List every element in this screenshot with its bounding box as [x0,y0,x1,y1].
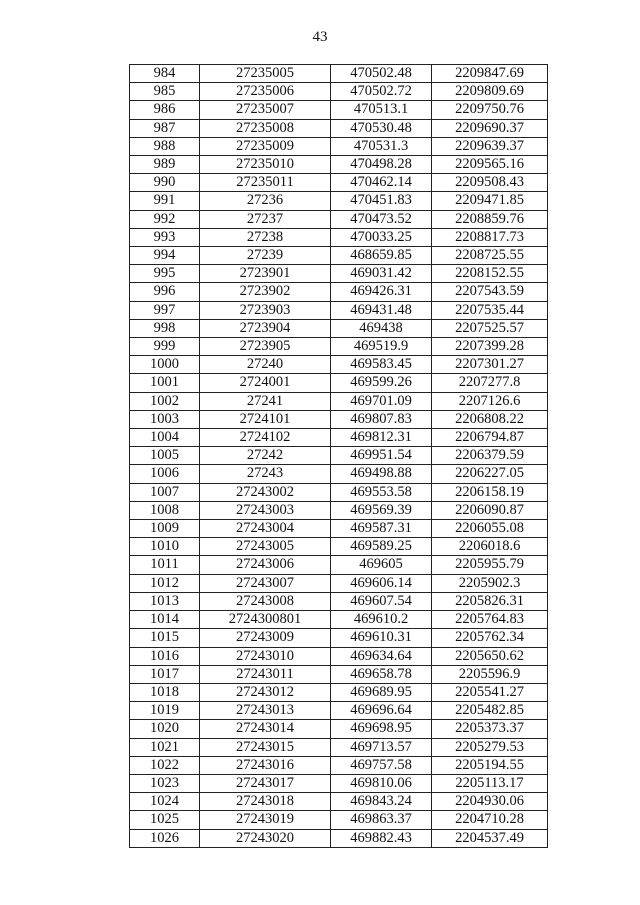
point-number-cell: 1007 [130,483,200,501]
point-number-cell: 1002 [130,392,200,410]
x-coordinate-cell: 469599.26 [331,374,432,392]
x-coordinate-cell: 470513.1 [331,101,432,119]
x-coordinate-cell: 470473.52 [331,210,432,228]
point-id-cell: 27243007 [200,574,331,592]
point-id-cell: 27235005 [200,65,331,83]
table-row [130,101,548,119]
y-coordinate-cell: 2209639.37 [432,137,548,155]
point-number-cell: 999 [130,338,200,356]
point-id-cell: 27243018 [200,793,331,811]
table-row [130,611,548,629]
x-coordinate-cell: 469553.58 [331,483,432,501]
point-id-cell: 2724101 [200,410,331,428]
y-coordinate-cell: 2208152.55 [432,265,548,283]
point-id-cell: 27243 [200,465,331,483]
x-coordinate-cell: 469569.39 [331,501,432,519]
table-row [130,65,548,83]
point-number-cell: 1023 [130,774,200,792]
point-id-cell: 27242 [200,447,331,465]
point-id-cell: 27235008 [200,119,331,137]
point-number-cell: 1000 [130,356,200,374]
point-number-cell: 991 [130,192,200,210]
point-number-cell: 984 [130,65,200,83]
x-coordinate-cell: 469031.42 [331,265,432,283]
point-number-cell: 1020 [130,720,200,738]
x-coordinate-cell: 469882.43 [331,829,432,847]
point-number-cell: 1001 [130,374,200,392]
table-row [130,574,548,592]
table-row [130,738,548,756]
y-coordinate-cell: 2208725.55 [432,247,548,265]
point-id-cell: 27243005 [200,538,331,556]
point-number-cell: 1010 [130,538,200,556]
x-coordinate-cell: 469951.54 [331,447,432,465]
table-row [130,319,548,337]
y-coordinate-cell: 2209847.69 [432,65,548,83]
x-coordinate-cell: 469713.57 [331,738,432,756]
table-row [130,538,548,556]
y-coordinate-cell: 2204710.28 [432,811,548,829]
point-number-cell: 986 [130,101,200,119]
point-id-cell: 27235007 [200,101,331,119]
table-row [130,301,548,319]
x-coordinate-cell: 469863.37 [331,811,432,829]
point-id-cell: 27235009 [200,137,331,155]
y-coordinate-cell: 2205279.53 [432,738,548,756]
point-number-cell: 987 [130,119,200,137]
y-coordinate-cell: 2206090.87 [432,501,548,519]
y-coordinate-cell: 2205826.31 [432,592,548,610]
point-number-cell: 1011 [130,556,200,574]
y-coordinate-cell: 2207126.6 [432,392,548,410]
y-coordinate-cell: 2205541.27 [432,683,548,701]
x-coordinate-cell: 469701.09 [331,392,432,410]
point-id-cell: 27235006 [200,83,331,101]
point-number-cell: 1012 [130,574,200,592]
point-id-cell: 27243004 [200,520,331,538]
x-coordinate-cell: 469438 [331,319,432,337]
point-number-cell: 1026 [130,829,200,847]
y-coordinate-cell: 2206794.87 [432,429,548,447]
point-number-cell: 985 [130,83,200,101]
point-id-cell: 27243003 [200,501,331,519]
x-coordinate-cell: 469607.54 [331,592,432,610]
table-row [130,720,548,738]
y-coordinate-cell: 2205955.79 [432,556,548,574]
table-row [130,410,548,428]
y-coordinate-cell: 2205373.37 [432,720,548,738]
table-row [130,683,548,701]
x-coordinate-cell: 469426.31 [331,283,432,301]
y-coordinate-cell: 2205650.62 [432,647,548,665]
y-coordinate-cell: 2205596.9 [432,665,548,683]
point-id-cell: 27238 [200,228,331,246]
table-row [130,210,548,228]
point-id-cell: 27239 [200,247,331,265]
table-row [130,793,548,811]
point-number-cell: 989 [130,156,200,174]
point-number-cell: 997 [130,301,200,319]
table-row [130,429,548,447]
y-coordinate-cell: 2206018.6 [432,538,548,556]
y-coordinate-cell: 2208859.76 [432,210,548,228]
x-coordinate-cell: 469519.9 [331,338,432,356]
point-number-cell: 1013 [130,592,200,610]
y-coordinate-cell: 2205194.55 [432,756,548,774]
x-coordinate-cell: 470451.83 [331,192,432,210]
point-number-cell: 988 [130,137,200,155]
table-row [130,811,548,829]
x-coordinate-cell: 469610.31 [331,629,432,647]
point-number-cell: 994 [130,247,200,265]
y-coordinate-cell: 2204930.06 [432,793,548,811]
table-row [130,665,548,683]
x-coordinate-cell: 469431.48 [331,301,432,319]
y-coordinate-cell: 2207399.28 [432,338,548,356]
y-coordinate-cell: 2207301.27 [432,356,548,374]
point-id-cell: 27235011 [200,174,331,192]
table-row [130,265,548,283]
table-row [130,137,548,155]
point-number-cell: 1009 [130,520,200,538]
point-number-cell: 1015 [130,629,200,647]
y-coordinate-cell: 2209508.43 [432,174,548,192]
x-coordinate-cell: 469698.95 [331,720,432,738]
x-coordinate-cell: 469610.2 [331,611,432,629]
x-coordinate-cell: 469605 [331,556,432,574]
point-id-cell: 2723901 [200,265,331,283]
coordinates-table-body [130,65,548,848]
point-number-cell: 996 [130,283,200,301]
x-coordinate-cell: 470498.28 [331,156,432,174]
point-id-cell: 27243011 [200,665,331,683]
point-number-cell: 1008 [130,501,200,519]
y-coordinate-cell: 2205762.34 [432,629,548,647]
table-row [130,756,548,774]
y-coordinate-cell: 2207535.44 [432,301,548,319]
y-coordinate-cell: 2205902.3 [432,574,548,592]
x-coordinate-cell: 469689.95 [331,683,432,701]
point-id-cell: 27243012 [200,683,331,701]
table-row [130,483,548,501]
table-row [130,338,548,356]
point-id-cell: 2723903 [200,301,331,319]
x-coordinate-cell: 469658.78 [331,665,432,683]
x-coordinate-cell: 469606.14 [331,574,432,592]
point-id-cell: 27235010 [200,156,331,174]
point-id-cell: 27240 [200,356,331,374]
table-row [130,520,548,538]
table-row [130,392,548,410]
table-row [130,465,548,483]
point-id-cell: 27243008 [200,592,331,610]
x-coordinate-cell: 469812.31 [331,429,432,447]
point-number-cell: 1014 [130,611,200,629]
y-coordinate-cell: 2206379.59 [432,447,548,465]
table-row [130,592,548,610]
y-coordinate-cell: 2206808.22 [432,410,548,428]
table-row [130,374,548,392]
y-coordinate-cell: 2209471.85 [432,192,548,210]
point-number-cell: 1024 [130,793,200,811]
table-row [130,356,548,374]
x-coordinate-cell: 469498.88 [331,465,432,483]
table-row [130,247,548,265]
point-id-cell: 27243017 [200,774,331,792]
point-id-cell: 2724001 [200,374,331,392]
table-row [130,774,548,792]
point-id-cell: 27236 [200,192,331,210]
y-coordinate-cell: 2206227.05 [432,465,548,483]
point-number-cell: 1005 [130,447,200,465]
point-number-cell: 993 [130,228,200,246]
point-number-cell: 998 [130,319,200,337]
point-number-cell: 1018 [130,683,200,701]
x-coordinate-cell: 470502.48 [331,65,432,83]
table-row [130,629,548,647]
table-row [130,228,548,246]
point-id-cell: 27237 [200,210,331,228]
point-number-cell: 1003 [130,410,200,428]
point-number-cell: 1006 [130,465,200,483]
point-id-cell: 27243006 [200,556,331,574]
table-row [130,83,548,101]
x-coordinate-cell: 469807.83 [331,410,432,428]
point-id-cell: 2723904 [200,319,331,337]
x-coordinate-cell: 469696.64 [331,702,432,720]
coordinates-table [129,64,548,848]
point-id-cell: 2723905 [200,338,331,356]
y-coordinate-cell: 2205113.17 [432,774,548,792]
point-number-cell: 1019 [130,702,200,720]
point-id-cell: 2723902 [200,283,331,301]
x-coordinate-cell: 469587.31 [331,520,432,538]
point-id-cell: 27243015 [200,738,331,756]
x-coordinate-cell: 469589.25 [331,538,432,556]
x-coordinate-cell: 469583.45 [331,356,432,374]
point-id-cell: 2724300801 [200,611,331,629]
table-row [130,829,548,847]
point-number-cell: 1021 [130,738,200,756]
point-number-cell: 992 [130,210,200,228]
x-coordinate-cell: 470531.3 [331,137,432,155]
y-coordinate-cell: 2205482.85 [432,702,548,720]
point-id-cell: 27243019 [200,811,331,829]
x-coordinate-cell: 470530.48 [331,119,432,137]
point-number-cell: 1017 [130,665,200,683]
y-coordinate-cell: 2206158.19 [432,483,548,501]
y-coordinate-cell: 2207277.8 [432,374,548,392]
point-id-cell: 27243009 [200,629,331,647]
x-coordinate-cell: 470462.14 [331,174,432,192]
point-id-cell: 27241 [200,392,331,410]
table-row [130,156,548,174]
y-coordinate-cell: 2209690.37 [432,119,548,137]
point-number-cell: 1022 [130,756,200,774]
point-number-cell: 1004 [130,429,200,447]
point-number-cell: 1025 [130,811,200,829]
y-coordinate-cell: 2204537.49 [432,829,548,847]
point-number-cell: 1016 [130,647,200,665]
point-number-cell: 990 [130,174,200,192]
y-coordinate-cell: 2205764.83 [432,611,548,629]
table-row [130,647,548,665]
x-coordinate-cell: 469757.58 [331,756,432,774]
x-coordinate-cell: 470033.25 [331,228,432,246]
table-row [130,283,548,301]
table-row [130,702,548,720]
y-coordinate-cell: 2206055.08 [432,520,548,538]
y-coordinate-cell: 2209565.16 [432,156,548,174]
point-id-cell: 2724102 [200,429,331,447]
point-id-cell: 27243010 [200,647,331,665]
y-coordinate-cell: 2208817.73 [432,228,548,246]
x-coordinate-cell: 469634.64 [331,647,432,665]
point-id-cell: 27243002 [200,483,331,501]
y-coordinate-cell: 2209750.76 [432,101,548,119]
point-id-cell: 27243014 [200,720,331,738]
table-row [130,174,548,192]
table-row [130,192,548,210]
point-id-cell: 27243016 [200,756,331,774]
point-id-cell: 27243013 [200,702,331,720]
y-coordinate-cell: 2207525.57 [432,319,548,337]
y-coordinate-cell: 2209809.69 [432,83,548,101]
point-id-cell: 27243020 [200,829,331,847]
x-coordinate-cell: 469843.24 [331,793,432,811]
y-coordinate-cell: 2207543.59 [432,283,548,301]
table-row [130,447,548,465]
page-number: 43 [312,29,328,45]
table-row [130,556,548,574]
point-number-cell: 995 [130,265,200,283]
x-coordinate-cell: 469810.06 [331,774,432,792]
x-coordinate-cell: 470502.72 [331,83,432,101]
x-coordinate-cell: 468659.85 [331,247,432,265]
table-row [130,119,548,137]
table-row [130,501,548,519]
